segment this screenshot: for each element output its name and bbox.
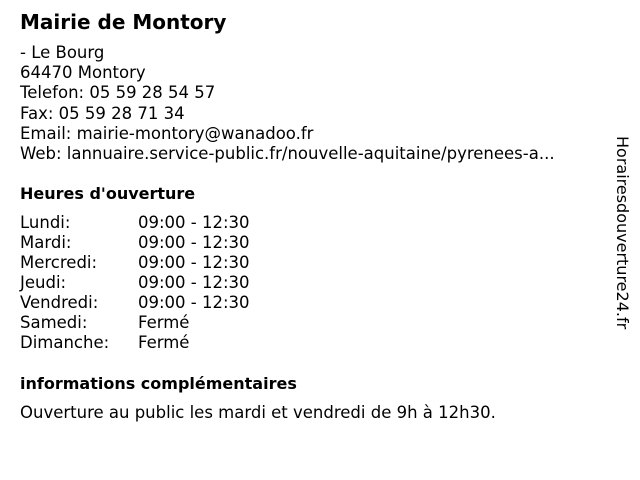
hours-day: Mercredi: bbox=[20, 253, 98, 272]
email-line: Email: mairie-montory@wanadoo.fr bbox=[20, 123, 314, 143]
phone-line: Telefon: 05 59 28 54 57 bbox=[20, 83, 216, 103]
address-street: - Le Bourg bbox=[20, 43, 105, 62]
address-city: 64470 Montory bbox=[20, 63, 146, 83]
hours-time: Fermé bbox=[138, 333, 190, 352]
hours-day: Jeudi: bbox=[20, 273, 67, 292]
hours-day: Samedi: bbox=[20, 313, 88, 332]
hours-time: 09:00 - 12:30 bbox=[138, 253, 250, 272]
hours-day: Dimanche: bbox=[20, 333, 110, 352]
hours-day: Lundi: bbox=[20, 213, 71, 232]
hours-table bbox=[20, 213, 250, 353]
hours-row-wednesday bbox=[20, 253, 250, 273]
hours-time: 09:00 - 12:30 bbox=[138, 273, 250, 292]
hours-row-sunday bbox=[20, 333, 250, 353]
contact-block bbox=[20, 43, 555, 164]
hours-row-saturday bbox=[20, 313, 250, 333]
hours-day: Mardi: bbox=[20, 233, 72, 252]
hours-day: Vendredi: bbox=[20, 293, 99, 312]
hours-row-tuesday bbox=[20, 233, 250, 253]
hours-row-friday bbox=[20, 293, 250, 313]
info-heading: informations complémentaires bbox=[20, 374, 297, 393]
hours-time: 09:00 - 12:30 bbox=[138, 233, 250, 252]
hours-time: 09:00 - 12:30 bbox=[138, 213, 250, 232]
hours-time: Fermé bbox=[138, 313, 190, 332]
web-line: Web: lannuaire.service-public.fr/nouvelle-aquitaine/pyrenees-a... bbox=[20, 144, 555, 164]
page-title: Mairie de Montory bbox=[20, 10, 227, 34]
hours-row-monday bbox=[20, 213, 250, 233]
fax-line: Fax: 05 59 28 71 34 bbox=[20, 103, 185, 123]
hours-row-thursday bbox=[20, 273, 250, 293]
hours-time: 09:00 - 12:30 bbox=[138, 293, 250, 312]
watermark: Horairesdouverture24.fr bbox=[613, 136, 632, 330]
info-text: Ouverture au public les mardi et vendredi de 9h à 12h30. bbox=[20, 403, 496, 422]
hours-heading: Heures d'ouverture bbox=[20, 184, 196, 203]
